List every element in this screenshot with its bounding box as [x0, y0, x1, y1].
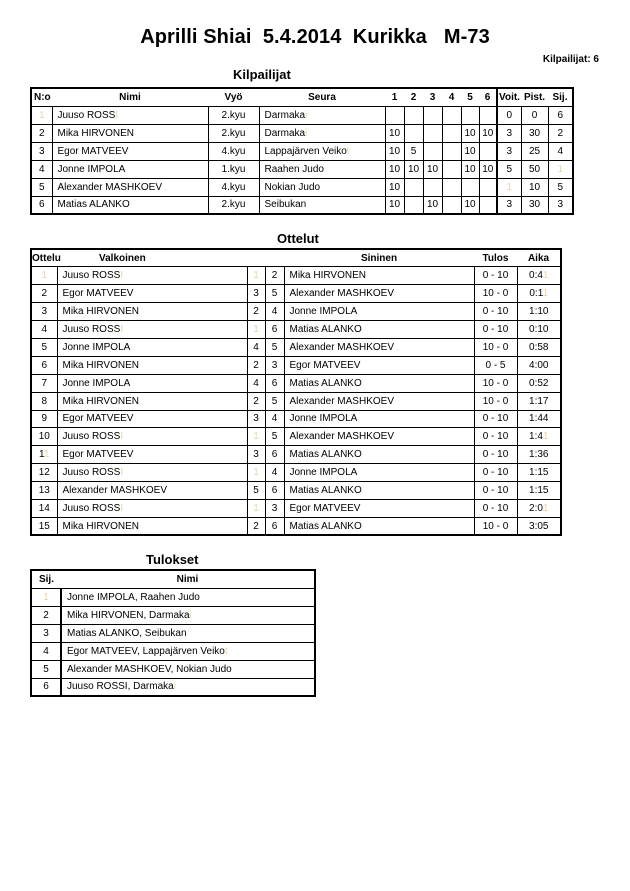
white-competitor-number: 3 — [247, 446, 265, 464]
match-row — [31, 499, 561, 517]
blue-competitor-number: 6 — [265, 482, 284, 500]
result-row — [31, 624, 315, 642]
white-competitor-number: 3 — [247, 285, 265, 303]
competitor-count: Kilpailijat: 6 — [542, 54, 599, 65]
page-title: Aprilli Shiai 5.4.2014 Kurikka M-73 — [140, 26, 490, 48]
competitor-number: 4 — [31, 160, 52, 178]
header-score-4: 4 — [442, 88, 461, 106]
result-row — [31, 660, 315, 678]
match-number: 6 — [31, 356, 57, 374]
blue-competitor: Matias ALANKO — [284, 482, 474, 500]
score-vs-4 — [442, 160, 461, 178]
score-vs-3 — [423, 106, 442, 124]
white-competitor: Jonne IMPOLA — [57, 374, 247, 392]
blue-competitor-number: 5 — [265, 285, 284, 303]
result-name: Alexander MASHKOEV, Nokian Judo — [61, 660, 315, 678]
matches-body — [31, 267, 561, 535]
result-rank: 6 — [31, 678, 61, 696]
blue-competitor-number: 4 — [265, 410, 284, 428]
score-vs-5: 10 — [461, 124, 479, 142]
blue-competitor-number: 6 — [265, 446, 284, 464]
match-result: 0 - 10 — [474, 321, 517, 339]
score-vs-6 — [479, 142, 497, 160]
match-time: 4:00 — [517, 356, 561, 374]
white-competitor-number: 3 — [247, 410, 265, 428]
match-result: 0 - 10 — [474, 267, 517, 285]
competitor-name: Alexander MASHKOEV — [52, 178, 208, 196]
match-row — [31, 285, 561, 303]
white-competitor: Mika HIRVONEN — [57, 392, 247, 410]
match-number: 8 — [31, 392, 57, 410]
match-row — [31, 374, 561, 392]
white-competitor: Juuso ROSSI — [57, 464, 247, 482]
white-competitor: Egor MATVEEV — [57, 285, 247, 303]
score-vs-4 — [442, 124, 461, 142]
blue-competitor: Matias ALANKO — [284, 374, 474, 392]
blue-competitor: Alexander MASHKOEV — [284, 392, 474, 410]
blue-competitor: Alexander MASHKOEV — [284, 428, 474, 446]
competitor-name: Egor MATVEEV — [52, 142, 208, 160]
match-row — [31, 338, 561, 356]
match-result: 10 - 0 — [474, 517, 517, 535]
competitor-points: 10 — [521, 178, 548, 196]
match-number: 2 — [31, 285, 57, 303]
score-vs-4 — [442, 142, 461, 160]
match-time: 1:15 — [517, 482, 561, 500]
competitor-row — [31, 142, 573, 160]
match-time: 0:58 — [517, 338, 561, 356]
competitor-belt: 2.kyu — [208, 124, 259, 142]
match-row — [31, 303, 561, 321]
score-vs-4 — [442, 196, 461, 214]
blue-competitor: Egor MATVEEV — [284, 499, 474, 517]
competitor-points: 30 — [521, 124, 548, 142]
match-row — [31, 446, 561, 464]
competitor-wins: 3 — [497, 142, 521, 160]
score-vs-6: 10 — [479, 124, 497, 142]
white-competitor: Egor MATVEEV — [57, 410, 247, 428]
match-time: 0:10 — [517, 321, 561, 339]
header-score-5: 5 — [461, 88, 479, 106]
white-competitor-number: 1 — [247, 267, 265, 285]
header-white: Valkoinen — [57, 249, 284, 267]
header-score-3: 3 — [423, 88, 442, 106]
white-competitor: Juuso ROSSI — [57, 321, 247, 339]
competitor-club: Seibukan — [259, 196, 385, 214]
white-competitor: Juuso ROSSI — [57, 267, 247, 285]
match-result: 10 - 0 — [474, 392, 517, 410]
match-result: 10 - 0 — [474, 338, 517, 356]
match-result: 10 - 0 — [474, 374, 517, 392]
header-points: Pist. — [521, 88, 548, 106]
result-row — [31, 606, 315, 624]
competitor-club: Lappajärven Veikot — [259, 142, 385, 160]
competitors-header-row — [31, 88, 573, 106]
score-vs-5: 10 — [461, 196, 479, 214]
result-rank: 1 — [31, 588, 61, 606]
white-competitor: Juuso ROSSI — [57, 428, 247, 446]
competitor-number: 2 — [31, 124, 52, 142]
results-header-row — [31, 570, 315, 588]
match-number: 10 — [31, 428, 57, 446]
white-competitor-number: 2 — [247, 392, 265, 410]
blue-competitor: Matias ALANKO — [284, 321, 474, 339]
competitor-number: 1 — [31, 106, 52, 124]
competitor-belt: 4.kyu — [208, 142, 259, 160]
match-result: 0 - 10 — [474, 303, 517, 321]
competitor-rank: 1 — [548, 160, 573, 178]
header-rank: Sij. — [31, 570, 61, 588]
competitor-wins: 3 — [497, 124, 521, 142]
score-vs-1: 10 — [385, 124, 404, 142]
competitors-body — [31, 106, 573, 214]
white-competitor-number: 2 — [247, 356, 265, 374]
white-competitor: Jonne IMPOLA — [57, 338, 247, 356]
match-result: 10 - 0 — [474, 285, 517, 303]
white-competitor: Mika HIRVONEN — [57, 356, 247, 374]
result-name: Juuso ROSSI, Darmakai — [61, 678, 315, 696]
competitor-rank: 2 — [548, 124, 573, 142]
header-rank: Sij. — [548, 88, 573, 106]
result-rank: 5 — [31, 660, 61, 678]
result-row — [31, 588, 315, 606]
competitor-club: Darmakai — [259, 124, 385, 142]
header-name: Nimi — [61, 570, 315, 588]
score-vs-6: 10 — [479, 160, 497, 178]
header-blue: Sininen — [284, 249, 474, 267]
match-number: 11 — [31, 446, 57, 464]
match-row — [31, 321, 561, 339]
header-no: N:o — [31, 88, 52, 106]
white-competitor: Mika HIRVONEN — [57, 517, 247, 535]
competitor-wins: 5 — [497, 160, 521, 178]
blue-competitor: Jonne IMPOLA — [284, 410, 474, 428]
blue-competitor: Jonne IMPOLA — [284, 464, 474, 482]
competitor-number: 6 — [31, 196, 52, 214]
blue-competitor-number: 5 — [265, 338, 284, 356]
competitor-name: Jonne IMPOLA — [52, 160, 208, 178]
match-row — [31, 410, 561, 428]
result-row — [31, 678, 315, 696]
header-match: Ottelu — [31, 249, 57, 267]
competitor-wins: 1 — [497, 178, 521, 196]
result-name: Egor MATVEEV, Lappajärven Veikot — [61, 642, 315, 660]
competitor-club: Darmakai — [259, 106, 385, 124]
white-competitor: Mika HIRVONEN — [57, 303, 247, 321]
score-vs-3: 10 — [423, 160, 442, 178]
blue-competitor: Matias ALANKO — [284, 446, 474, 464]
result-name: Jonne IMPOLA, Raahen Judo — [61, 588, 315, 606]
match-row — [31, 356, 561, 374]
competitor-rank: 3 — [548, 196, 573, 214]
results-body — [31, 588, 315, 696]
score-vs-6 — [479, 106, 497, 124]
score-vs-1: 10 — [385, 160, 404, 178]
blue-competitor-number: 4 — [265, 303, 284, 321]
score-vs-3: 10 — [423, 196, 442, 214]
header-belt: Vyö — [208, 88, 259, 106]
blue-competitor-number: 5 — [265, 392, 284, 410]
result-name: Mika HIRVONEN, Darmakai — [61, 606, 315, 624]
score-vs-3 — [423, 142, 442, 160]
competitor-number: 3 — [31, 142, 52, 160]
score-vs-2 — [404, 196, 423, 214]
white-competitor: Egor MATVEEV — [57, 446, 247, 464]
match-number: 14 — [31, 499, 57, 517]
result-rank: 4 — [31, 642, 61, 660]
competitors-heading: Kilpailijat — [233, 67, 291, 82]
competitor-club: Raahen Judo — [259, 160, 385, 178]
white-competitor-number: 4 — [247, 374, 265, 392]
blue-competitor-number: 6 — [265, 321, 284, 339]
score-vs-4 — [442, 178, 461, 196]
white-competitor-number: 1 — [247, 321, 265, 339]
match-result: 0 - 10 — [474, 428, 517, 446]
white-competitor-number: 5 — [247, 482, 265, 500]
match-time: 0:52 — [517, 374, 561, 392]
competitor-name: Mika HIRVONEN — [52, 124, 208, 142]
white-competitor-number: 2 — [247, 303, 265, 321]
competitor-wins: 3 — [497, 196, 521, 214]
match-time: 1:44 — [517, 410, 561, 428]
match-number: 12 — [31, 464, 57, 482]
match-result: 0 - 10 — [474, 446, 517, 464]
result-rank: 3 — [31, 624, 61, 642]
blue-competitor-number: 4 — [265, 464, 284, 482]
competitor-name: Matias ALANKO — [52, 196, 208, 214]
blue-competitor-number: 6 — [265, 374, 284, 392]
competitor-rank: 4 — [548, 142, 573, 160]
score-vs-6 — [479, 178, 497, 196]
match-row — [31, 392, 561, 410]
header-time: Aika — [517, 249, 561, 267]
match-time: 0:41 — [517, 267, 561, 285]
blue-competitor: Jonne IMPOLA — [284, 303, 474, 321]
competitor-points: 0 — [521, 106, 548, 124]
competitor-name: Juuso ROSSI — [52, 106, 208, 124]
match-result: 0 - 10 — [474, 482, 517, 500]
match-row — [31, 267, 561, 285]
score-vs-2: 10 — [404, 160, 423, 178]
header-score-6: 6 — [479, 88, 497, 106]
competitor-points: 50 — [521, 160, 548, 178]
matches-header-row — [31, 249, 561, 267]
match-result: 0 - 10 — [474, 464, 517, 482]
result-name: Matias ALANKO, Seibukan — [61, 624, 315, 642]
competitors-table — [30, 87, 574, 215]
match-row — [31, 482, 561, 500]
competitor-points: 30 — [521, 196, 548, 214]
score-vs-2: 5 — [404, 142, 423, 160]
competitor-rank: 5 — [548, 178, 573, 196]
white-competitor: Alexander MASHKOEV — [57, 482, 247, 500]
match-time: 2:01 — [517, 499, 561, 517]
competitor-row — [31, 160, 573, 178]
match-number: 5 — [31, 338, 57, 356]
blue-competitor-number: 6 — [265, 517, 284, 535]
match-number: 1 — [31, 267, 57, 285]
score-vs-3 — [423, 124, 442, 142]
blue-competitor-number: 3 — [265, 356, 284, 374]
match-number: 9 — [31, 410, 57, 428]
blue-competitor: Egor MATVEEV — [284, 356, 474, 374]
match-row — [31, 428, 561, 446]
match-row — [31, 464, 561, 482]
match-result: 0 - 10 — [474, 499, 517, 517]
competitor-row — [31, 178, 573, 196]
score-vs-1: 10 — [385, 196, 404, 214]
competitor-belt: 1.kyu — [208, 160, 259, 178]
score-vs-4 — [442, 106, 461, 124]
competitor-club: Nokian Judo — [259, 178, 385, 196]
header-wins: Voit. — [497, 88, 521, 106]
blue-competitor: Alexander MASHKOEV — [284, 338, 474, 356]
score-vs-2 — [404, 106, 423, 124]
header-result: Tulos — [474, 249, 517, 267]
match-time: 0:11 — [517, 285, 561, 303]
blue-competitor-number: 5 — [265, 428, 284, 446]
score-vs-5 — [461, 178, 479, 196]
match-time: 1:15 — [517, 464, 561, 482]
matches-table — [30, 248, 562, 536]
match-result: 0 - 5 — [474, 356, 517, 374]
competitor-row — [31, 124, 573, 142]
score-vs-1: 10 — [385, 178, 404, 196]
score-vs-2 — [404, 178, 423, 196]
competitor-belt: 2.kyu — [208, 196, 259, 214]
blue-competitor: Matias ALANKO — [284, 517, 474, 535]
match-number: 4 — [31, 321, 57, 339]
header-score-2: 2 — [404, 88, 423, 106]
competitor-belt: 2.kyu — [208, 106, 259, 124]
blue-competitor-number: 2 — [265, 267, 284, 285]
competitor-wins: 0 — [497, 106, 521, 124]
match-result: 0 - 10 — [474, 410, 517, 428]
score-vs-5: 10 — [461, 142, 479, 160]
score-vs-5: 10 — [461, 160, 479, 178]
match-row — [31, 517, 561, 535]
score-vs-1 — [385, 106, 404, 124]
competitor-number: 5 — [31, 178, 52, 196]
blue-competitor: Mika HIRVONEN — [284, 267, 474, 285]
match-time: 1:17 — [517, 392, 561, 410]
match-number: 15 — [31, 517, 57, 535]
competitor-points: 25 — [521, 142, 548, 160]
score-vs-1: 10 — [385, 142, 404, 160]
match-time: 1:36 — [517, 446, 561, 464]
match-number: 7 — [31, 374, 57, 392]
match-time: 1:41 — [517, 428, 561, 446]
score-vs-5 — [461, 106, 479, 124]
header-club: Seura — [259, 88, 385, 106]
results-table — [30, 569, 316, 697]
score-vs-2 — [404, 124, 423, 142]
competitor-rank: 6 — [548, 106, 573, 124]
header-score-1: 1 — [385, 88, 404, 106]
white-competitor-number: 1 — [247, 499, 265, 517]
match-number: 3 — [31, 303, 57, 321]
blue-competitor: Alexander MASHKOEV — [284, 285, 474, 303]
match-time: 1:10 — [517, 303, 561, 321]
white-competitor-number: 1 — [247, 464, 265, 482]
white-competitor: Juuso ROSSI — [57, 499, 247, 517]
results-heading: Tulokset — [146, 552, 199, 567]
score-vs-6 — [479, 196, 497, 214]
white-competitor-number: 4 — [247, 338, 265, 356]
match-number: 13 — [31, 482, 57, 500]
match-time: 3:05 — [517, 517, 561, 535]
header-name: Nimi — [52, 88, 208, 106]
score-vs-3 — [423, 178, 442, 196]
white-competitor-number: 1 — [247, 428, 265, 446]
result-rank: 2 — [31, 606, 61, 624]
matches-heading: Ottelut — [277, 231, 319, 246]
competitor-row — [31, 196, 573, 214]
competitor-row — [31, 106, 573, 124]
competitor-belt: 4.kyu — [208, 178, 259, 196]
result-row — [31, 642, 315, 660]
white-competitor-number: 2 — [247, 517, 265, 535]
blue-competitor-number: 3 — [265, 499, 284, 517]
